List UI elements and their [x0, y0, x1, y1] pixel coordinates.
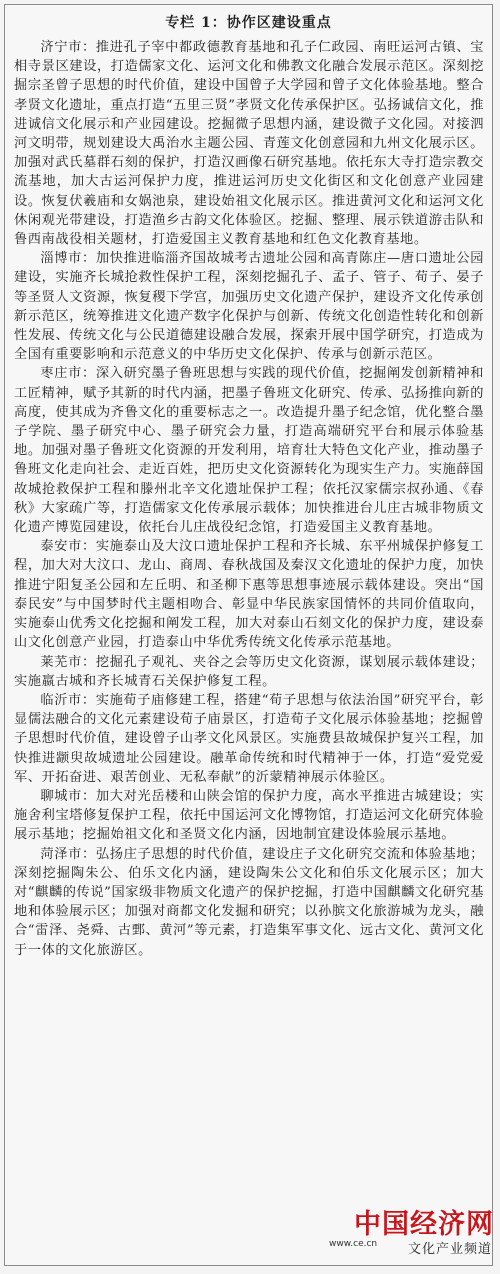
city-paragraph [14, 653, 484, 691]
city-text: 推进孔子宰中都政德教育基地和孔子仁政园、南旺运河古镇、宝相寺景区建设，打造儒家文化、运河文化和佛教文化融合发展示范区。深刻挖掘宗圣曾子思想的时代价值，建设中国曾子大学园和曾子文化体验基地。整合孝贤文化遗址，重点打造“五里三贤”孝贤文化传承保护区。弘扬诚信文化，推进诚信文化展示和产业园建设。挖掘微子思想内涵，建设微子文化园。对接泗河文明带，规划建设大禹治水主题公园、青莲文化创意园和九州文化展示区。加强对武氏墓群石刻的保护，打造汉画像石研究基地。依托东大寺打造宗教交流基地，加大古运河保护力度，推进运河历史文化街区和文化创意产业园建设。恢复伏羲庙和女娲池泉，建设始祖文化展示区。推进黄河文化和运河文化休闲观光带建设，打造渔乡古韵文化体验区。挖掘、整理、展示铁道游击队和鲁西南战役相关题材，打造爱国主义教育基地和红色文化教育基地。 [14, 40, 484, 248]
city-paragraph [14, 537, 484, 652]
city-text: 实施荀子庙修建工程，搭建“荀子思想与依法治国”研究平台，彰显儒法融合的文化元素建设荀子庙景区，打造荀子文化展示体验基地；挖掘曾子思想时代价值，建设曾子山孝文化风景区。实施费县故城保护复兴工程，加快推进颛臾故城遗址公园建设。融革命传统和时代精神于一体，打造“爱党爱军、开拓奋进、艰苦创业、无私奉献”的沂蒙精神展示体验区。 [14, 692, 484, 785]
city-paragraph [14, 845, 484, 960]
site-logo: 中国经济网 [354, 1209, 494, 1240]
city-paragraph [14, 249, 484, 364]
city-name: 莱芜市： [40, 654, 96, 670]
city-text: 实施泰山及大汶口遗址保护工程和齐长城、东平州城保护修复工程，加大对大汶口、龙山、商周、春秋战国及秦汉文化遗址的保护力度，加快推进宁阳复圣公园和左丘明、和圣柳下惠等思想事迹展示载体建设。突出“国泰民安”与中国梦时代主题相吻合、彰显中华民族家国情怀的共同价值取向，实施泰山优秀文化挖掘和阐发工程，加大对泰山石刻文化的保护力度，建设泰山文化创意产业园，打造泰山中华优秀传统文化传承示范基地。 [14, 539, 484, 651]
channel-name: 文化产业频道 [407, 1242, 492, 1257]
city-name: 淄博市： [40, 251, 96, 267]
city-name: 泰安市： [40, 539, 96, 555]
city-paragraph [14, 787, 484, 845]
city-text: 弘扬庄子思想的时代价值，建设庄子文化研究交流和体验基地；深刻挖掘陶朱公、伯乐文化内涵，建设陶朱公文化和伯乐文化展示区；加大对“麒麟的传说”国家级非物质文化遗产的保护挖掘，打造中国麒麟文化研究基地和体验展示区；加强对商都文化发掘和研究；以孙膑文化旅游城为龙头，融合“雷泽、尧舜、古鄄、黄河”等元素，打造集军事文化、远古文化、黄河文化于一体的文化旅游区。 [14, 846, 484, 958]
city-paragraph [14, 691, 484, 787]
city-text: 深入研究墨子鲁班思想与实践的现代价值，挖掘阐发创新精神和工匠精神，赋予其新的时代内涵，把墨子鲁班文化研究、传承、弘扬推向新的高度，使其成为齐鲁文化的重要标志之一。改造提升墨子纪念馆，优化整合墨子学院、墨子研究中心、墨子研究会力量，打造高端研究平台和展示体验基地。加强对墨子鲁班文化资源的开发利用，培育壮大特色文化产业，推动墨子鲁班文化走向社会、走近百姓，把历史文化资源转化为现实生产力。实施薛国故城抢救保护工程和滕州北辛文化遗址保护工程；依托汉家儒宗叔孙通、《春秋》大家疏广等，打造儒家文化传承展示载体；加快推进台儿庄古城非物质文化遗产博览园建设，依托台儿庄战役纪念馆，打造爱国主义教育基地。 [14, 366, 484, 536]
document-page [4, 4, 493, 1266]
site-watermark [329, 1202, 494, 1264]
city-text: 挖掘孔子观礼、夹谷之会等历史文化资源，谋划展示载体建设；实施嬴古城和齐长城青石关保护修复工程。 [14, 654, 484, 689]
city-name: 菏泽市： [40, 846, 96, 862]
city-paragraph [14, 364, 484, 537]
city-name: 枣庄市： [40, 366, 96, 382]
column-title: 专栏 1：协作区建设重点 [165, 15, 332, 31]
city-name: 聊城市： [40, 788, 96, 804]
city-text: 加大对光岳楼和山陕会馆的保护力度，高水平推进古城建设；实施舍利宝塔修复保护工程，依托中国运河文化博物馆，打造运河文化研究体验展示基地；挖掘始祖文化和圣贤文化内涵，因地制宜建设体验展示基地。 [14, 788, 484, 843]
document-body [5, 38, 492, 960]
city-name: 济宁市： [40, 40, 96, 55]
city-paragraph [14, 38, 484, 249]
site-url: www.ce.cn [329, 1239, 378, 1249]
city-name: 临沂市： [40, 692, 96, 708]
city-text: 加快推进临淄齐国故城考古遗址公园和高青陈庄—唐口遗址公园建设，实施齐长城抢救性保护工程，深刻挖掘孔子、孟子、管子、荀子、晏子等圣贤人文资源，恢复稷下学宫，加强历史文化遗产保护，建设齐文化传承创新示范区，统筹推进文化遗产数字化保护与创新、传统文化创造性转化和创新性发展、传统文化与公民道德建设融合发展，探索开展中国学研究，打造成为全国有重要影响和示范意义的中华历史文化保护、传承与创新示范区。 [14, 251, 484, 363]
